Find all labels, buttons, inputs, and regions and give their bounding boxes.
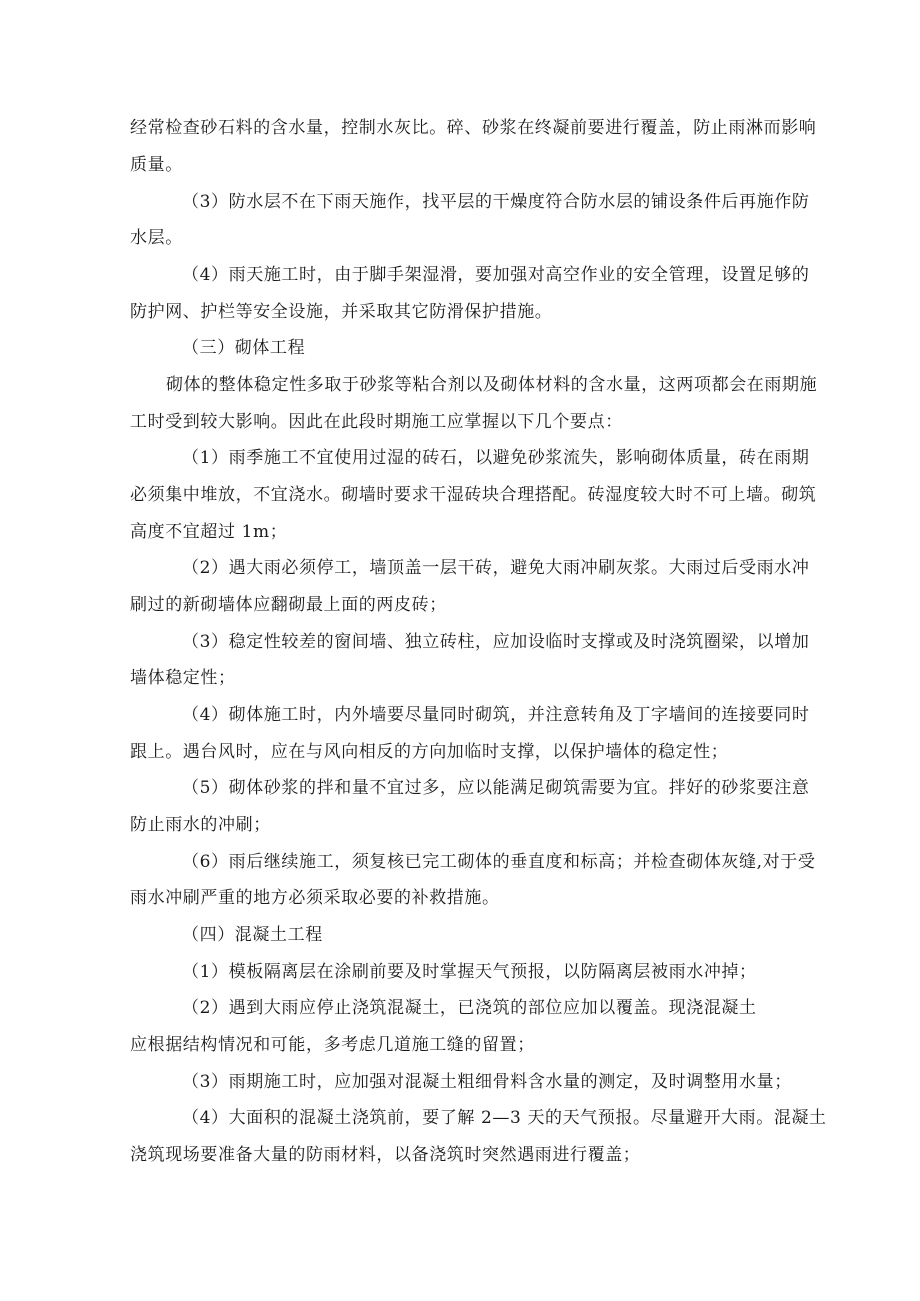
list-item-1: （1）模板隔离层在涂刷前要及时掌握天气预报，以防隔离层被雨水冲掉； [182, 962, 757, 982]
body-line: 水层。 [130, 228, 183, 248]
list-item-3: （3）雨期施工时，应加强对混凝土粗细骨料含水量的测定，及时调整用水量； [182, 1072, 792, 1092]
body-line: 防止雨水的冲刷； [130, 815, 271, 835]
body-line: 高度不宜超过 1m； [130, 522, 288, 542]
list-item-2: （2）遇到大雨应停止浇筑混凝土，已浇筑的部位应加以覆盖。现浇混凝土 [182, 998, 757, 1018]
body-line: 必须集中堆放，不宜浇水。砌墙时要求干湿砖块合理搭配。砖湿度较大时不可上墙。砌筑 [130, 485, 817, 505]
body-line: 质量。 [130, 155, 183, 175]
body-line: 墙体稳定性； [130, 668, 236, 688]
body-line: 工时受到较大影响。因此在此段时期施工应掌握以下几个要点： [130, 412, 623, 432]
section-heading-masonry: （三）砌体工程 [182, 338, 306, 358]
body-line: 刷过的新砌墙体应翻砌最上面的两皮砖； [130, 595, 447, 615]
list-item-4: （4）雨天施工时，由于脚手架湿滑，要加强对高空作业的安全管理，设置足够的 [182, 265, 810, 285]
body-line: 经常检查砂石料的含水量，控制水灰比。碎、砂浆在终凝前要进行覆盖，防止雨淋而影响 [130, 118, 817, 138]
paragraph-intro: 砌体的整体稳定性多取于砂浆等粘合剂以及砌体材料的含水量，这两项都会在雨期施 [166, 375, 818, 395]
body-line: 雨水冲刷严重的地方必须采取必要的补救措施。 [130, 888, 500, 908]
body-line: 跟上。遇台风时，应在与风向相反的方向加临时支撑，以保护墙体的稳定性； [130, 742, 729, 762]
list-item-3: （3）稳定性较差的窗间墙、独立砖柱，应加设临时支撑或及时浇筑圈梁，以增加 [182, 632, 810, 652]
body-line: 应根据结构情况和可能，多考虑几道施工缝的留置； [130, 1035, 535, 1055]
list-item-5: （5）砌体砂浆的拌和量不宜过多，应以能满足砌筑需要为宜。拌好的砂浆要注意 [182, 778, 810, 798]
list-item-1: （1）雨季施工不宜使用过湿的砖石，以避免砂浆流失，影响砌体质量，砖在雨期 [182, 448, 810, 468]
list-item-6: （6）雨后继续施工，须复核已完工砌体的垂直度和标高；并检查砌体灰缝,对于受 [182, 852, 816, 872]
list-item-2: （2）遇大雨必须停工，墙顶盖一层干砖，避免大雨冲刷灰浆。大雨过后受雨水冲 [182, 558, 810, 578]
body-line: 防护网、护栏等安全设施，并采取其它防滑保护措施。 [130, 302, 553, 322]
list-item-3: （3）防水层不在下雨天施作，找平层的干燥度符合防水层的铺设条件后再施作防 [182, 192, 810, 212]
section-heading-concrete: （四）混凝土工程 [182, 925, 323, 945]
list-item-4: （4）大面积的混凝土浇筑前，要了解 2—3 天的天气预报。尽量避开大雨。混凝土 [182, 1108, 827, 1128]
body-line: 浇筑现场要准备大量的防雨材料，以备浇筑时突然遇雨进行覆盖； [130, 1145, 641, 1165]
list-item-4: （4）砌体施工时，内外墙要尽量同时砌筑，并注意转角及丁字墙间的连接要同时 [182, 705, 810, 725]
